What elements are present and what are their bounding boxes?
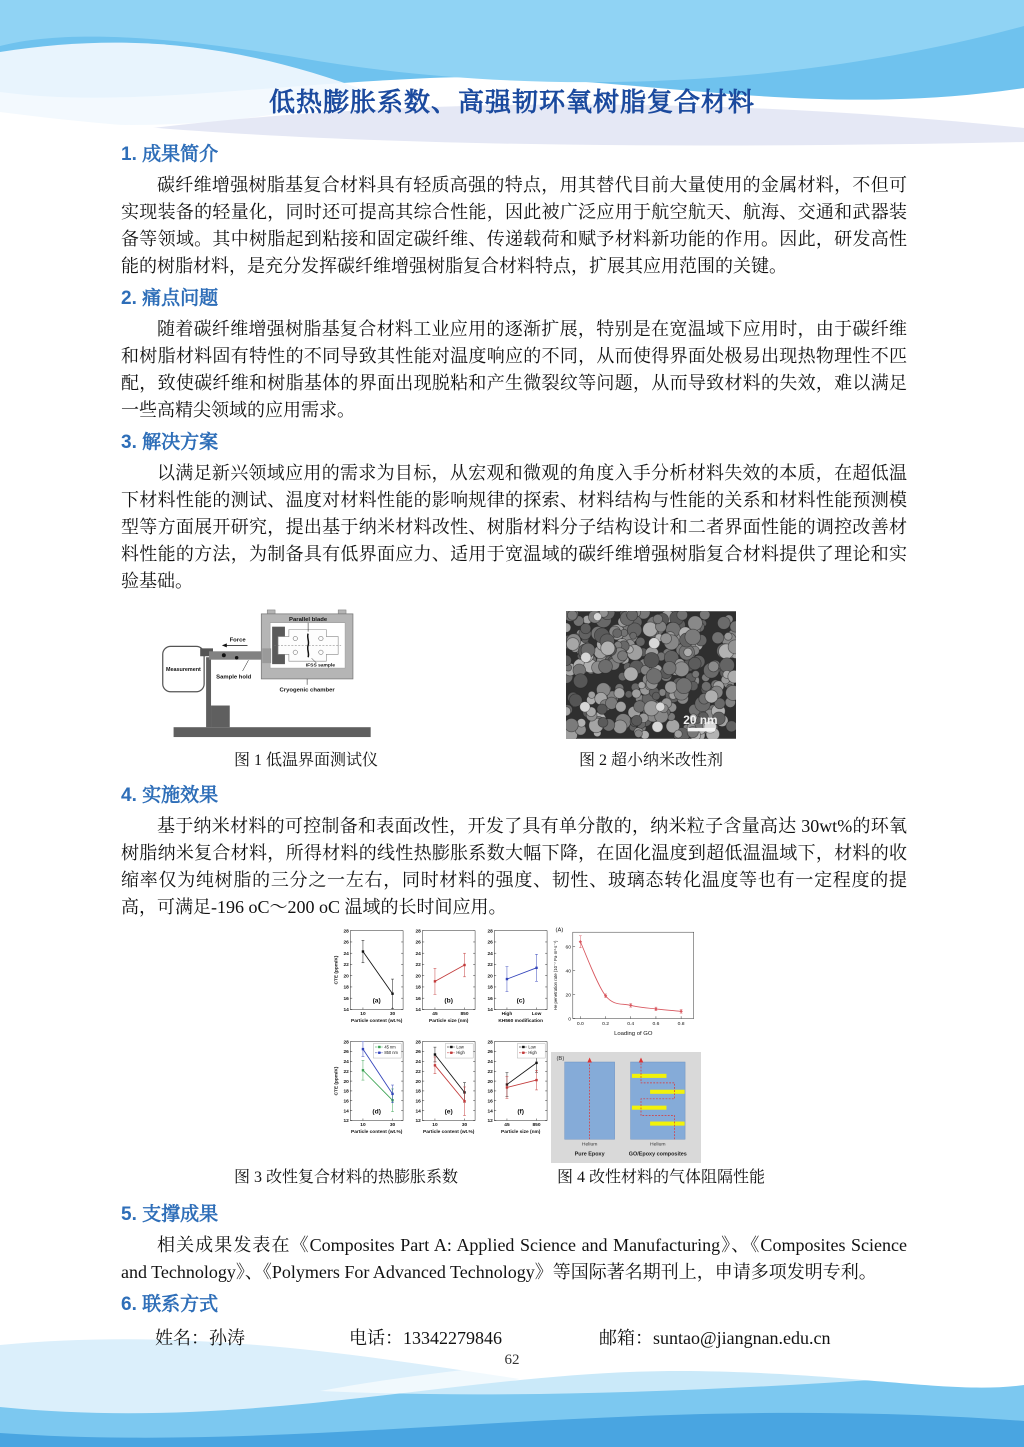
svg-text:(c): (c) <box>516 997 525 1005</box>
svg-text:20: 20 <box>487 1080 493 1086</box>
contact-name-label: 姓名： <box>155 1328 209 1348</box>
svg-text:24: 24 <box>487 951 493 957</box>
svg-text:24: 24 <box>343 951 349 957</box>
svg-text:Low: Low <box>528 1044 536 1050</box>
fig4b-go-epoxy-label: GO/Epoxy composites <box>628 1151 687 1158</box>
svg-text:60: 60 <box>565 944 572 951</box>
svg-text:14: 14 <box>343 1109 349 1115</box>
svg-text:22: 22 <box>343 1070 349 1076</box>
svg-text:Particle content (wt.%): Particle content (wt.%) <box>423 1130 475 1136</box>
svg-text:26: 26 <box>415 940 421 946</box>
svg-text:850 nm: 850 nm <box>384 1050 398 1056</box>
figure3-caption: 图 3 改性复合材料的热膨胀系数 <box>233 1169 458 1186</box>
figure-row-1 <box>121 599 907 777</box>
contact-row <box>121 1322 907 1354</box>
svg-text:30: 30 <box>389 1123 396 1129</box>
svg-text:850: 850 <box>532 1123 541 1129</box>
svg-text:26: 26 <box>487 940 493 946</box>
svg-text:45: 45 <box>432 1012 438 1018</box>
svg-text:He penetration rate (10⁻⁷ Pa·m: He penetration rate (10⁻⁷ Pa·m³·s⁻¹) <box>552 940 558 1011</box>
fig4b-go-epoxy-block <box>631 1062 686 1139</box>
chart-fig3b <box>405 924 477 1035</box>
section1-heading: 1. 成果简介 <box>121 144 219 165</box>
svg-text:(f): (f) <box>517 1109 525 1117</box>
svg-text:20: 20 <box>343 1080 349 1086</box>
chart-svg-fig3a <box>333 924 405 1035</box>
svg-text:28: 28 <box>415 929 421 935</box>
svg-text:26: 26 <box>343 940 349 946</box>
chart-svg-fig3d <box>333 1035 405 1146</box>
svg-text:22: 22 <box>415 1070 421 1076</box>
fig1-sample-hold-label: Sample hold <box>216 674 252 681</box>
svg-text:26: 26 <box>487 1050 493 1056</box>
svg-text:High: High <box>528 1050 537 1056</box>
svg-text:KH560 modification: KH560 modification <box>498 1018 544 1024</box>
svg-text:0: 0 <box>568 1016 572 1023</box>
svg-text:Particle content (wt.%): Particle content (wt.%) <box>351 1018 403 1024</box>
svg-text:16: 16 <box>487 1099 493 1105</box>
svg-text:16: 16 <box>415 1099 421 1105</box>
figure1-tester-diagram <box>145 599 485 747</box>
svg-text:16: 16 <box>415 996 421 1002</box>
section2-heading: 2. 痛点问题 <box>121 288 219 309</box>
svg-text:(e): (e) <box>444 1109 453 1117</box>
svg-text:Particle size (nm): Particle size (nm) <box>429 1018 469 1024</box>
svg-text:28: 28 <box>343 1040 349 1046</box>
section6-heading: 6. 联系方式 <box>121 1294 219 1315</box>
svg-text:28: 28 <box>487 929 493 935</box>
svg-text:(a): (a) <box>372 997 381 1005</box>
svg-text:20: 20 <box>415 974 421 980</box>
svg-text:22: 22 <box>487 1070 493 1076</box>
chart-fig3c <box>477 924 549 1035</box>
contact-email-label: 邮箱： <box>599 1328 653 1348</box>
figure4-panels <box>551 924 701 1163</box>
svg-text:Particle size (nm): Particle size (nm) <box>501 1130 541 1136</box>
svg-text:Low: Low <box>456 1044 464 1050</box>
svg-text:30: 30 <box>461 1123 468 1129</box>
svg-text:22: 22 <box>343 963 349 969</box>
svg-text:18: 18 <box>415 985 421 991</box>
svg-text:26: 26 <box>343 1050 349 1056</box>
svg-text:28: 28 <box>415 1040 421 1046</box>
fig4b-helium-right-label: Helium <box>650 1141 666 1148</box>
svg-text:12: 12 <box>415 1119 421 1125</box>
figure4-panel-b <box>551 1052 701 1163</box>
section5-heading: 5. 支撑成果 <box>121 1204 219 1225</box>
svg-text:14: 14 <box>487 1109 493 1115</box>
content-area <box>121 136 907 1354</box>
svg-text:26: 26 <box>415 1050 421 1056</box>
fig4b-helium-left-label: Helium <box>581 1141 598 1148</box>
fig4b-go-sheet <box>650 1089 685 1093</box>
chart-fig4a <box>551 924 701 1048</box>
svg-text:High: High <box>456 1050 465 1056</box>
svg-text:28: 28 <box>487 1040 493 1046</box>
contact-name <box>155 1324 245 1350</box>
section5-paragraph: 相关成果发表在《Composites Part A: Applied Science and Manufacturing》、《Composites Science and Technology》、《Polymers For Advanced Technology》等国际著名期刊上，申请多项发明专利。 <box>121 1235 907 1282</box>
svg-text:14: 14 <box>415 1008 421 1014</box>
svg-text:18: 18 <box>343 1089 349 1095</box>
svg-text:12: 12 <box>343 1119 349 1125</box>
section2-paragraph: 随着碳纤维增强树脂基复合材料工业应用的逐渐扩展，特别是在宽温域下应用时，由于碳纤维和树脂材料固有特性的不同导致其性能对温度响应的不同，从而使得界面处极易出现热物理性不匹配，致使碳纤维和树脂基体的界面出现脱粘和产生微裂纹等问题，从而导致材料的失效，难以满足一些高精尖领域的应用需求。 <box>121 319 907 420</box>
svg-text:18: 18 <box>487 1089 493 1095</box>
figure-row-2 <box>121 924 907 1196</box>
contact-name-value: 孙涛 <box>209 1328 245 1348</box>
svg-text:Particle content (wt.%): Particle content (wt.%) <box>351 1130 403 1136</box>
page-title: 低热膨胀系数、高强韧环氧树脂复合材料 <box>268 87 755 117</box>
svg-text:10: 10 <box>360 1012 366 1018</box>
svg-text:16: 16 <box>487 996 493 1002</box>
section4-paragraph: 基于纳米材料的可控制备和表面改性，开发了具有单分散的，纳米粒子含量高达 30wt%的环氧树脂纳米复合材料，所得材料的线性热膨胀系数大幅下降，在固化温度到超低温温域下，材料的收缩率仅为纯树脂的三分之一左右，同时材料的强度、韧性、玻璃态转化温度等也有一定程度的提高，可满足-196 oC～200 oC 温域的长时间应用。 <box>121 816 907 917</box>
svg-text:18: 18 <box>343 985 349 991</box>
chart-svg-fig3e <box>405 1035 477 1146</box>
fig1-measurement-label: Measurement <box>166 667 201 674</box>
chart-fig3e <box>405 1035 477 1146</box>
svg-text:0.6: 0.6 <box>652 1020 660 1027</box>
fig4b-panel-label: (B) <box>556 1055 565 1062</box>
contact-email <box>599 1324 831 1350</box>
sem-scale-label: 20 nm <box>683 712 718 727</box>
svg-text:0.2: 0.2 <box>602 1020 610 1027</box>
fig4b-pure-epoxy-label: Pure Epoxy <box>574 1151 605 1158</box>
fig1-cryogenic-chamber-label: Cryogenic chamber <box>279 687 335 694</box>
contact-phone-value: 13342279846 <box>403 1328 502 1348</box>
chart-svg-fig3b <box>405 924 477 1035</box>
svg-text:16: 16 <box>343 1099 349 1105</box>
fig1-parallel-blade-label: Parallel blade <box>289 616 328 623</box>
header-wave-decoration <box>0 0 1024 150</box>
figure1-caption: 图 1 低温界面测试仪 <box>233 752 378 769</box>
svg-text:10: 10 <box>360 1123 366 1129</box>
chart-svg-fig4a <box>551 924 701 1048</box>
fig4b-go-sheet <box>650 1121 685 1125</box>
figure2-sem-image <box>566 611 736 739</box>
contact-phone <box>349 1324 502 1350</box>
svg-text:24: 24 <box>415 1060 421 1066</box>
svg-text:0.0: 0.0 <box>576 1020 584 1027</box>
svg-text:Low: Low <box>531 1012 542 1018</box>
contact-email-value: suntao@jiangnan.edu.cn <box>653 1328 831 1348</box>
svg-text:40: 40 <box>565 968 572 975</box>
svg-text:High: High <box>501 1012 513 1018</box>
svg-text:16: 16 <box>343 996 349 1002</box>
svg-text:CTE (ppm/K): CTE (ppm/K) <box>334 955 340 985</box>
svg-text:24: 24 <box>415 951 421 957</box>
svg-text:22: 22 <box>487 963 493 969</box>
contact-phone-label: 电话： <box>349 1328 403 1348</box>
svg-text:(b): (b) <box>444 997 453 1005</box>
svg-text:20: 20 <box>415 1080 421 1086</box>
svg-text:18: 18 <box>487 985 493 991</box>
svg-text:10: 10 <box>432 1123 438 1129</box>
fig1-ifss-sample-label: IFSS sample <box>305 663 336 669</box>
svg-text:20: 20 <box>487 974 493 980</box>
svg-text:12: 12 <box>487 1119 493 1125</box>
svg-text:45 nm: 45 nm <box>384 1044 396 1050</box>
svg-text:Loading of GO: Loading of GO <box>614 1030 653 1037</box>
section3-heading: 3. 解决方案 <box>121 432 219 453</box>
chart-fig3d <box>333 1035 405 1146</box>
svg-text:20: 20 <box>343 974 349 980</box>
svg-text:30: 30 <box>389 1012 396 1018</box>
svg-text:22: 22 <box>415 963 421 969</box>
svg-text:850: 850 <box>460 1012 469 1018</box>
chart-svg-fig3f <box>477 1035 549 1146</box>
svg-text:24: 24 <box>487 1060 493 1066</box>
svg-text:14: 14 <box>487 1008 493 1014</box>
svg-text:45: 45 <box>504 1123 510 1129</box>
section4-heading: 4. 实施效果 <box>121 785 219 806</box>
svg-text:14: 14 <box>343 1008 349 1014</box>
figure3-cte-charts <box>333 924 549 1147</box>
svg-text:0.8: 0.8 <box>677 1020 685 1027</box>
figure2-caption: 图 2 超小纳米改性剂 <box>578 752 723 769</box>
svg-text:0.4: 0.4 <box>627 1020 635 1027</box>
page-number: 62 <box>504 1352 520 1368</box>
svg-text:24: 24 <box>343 1060 349 1066</box>
fig4b-go-sheet <box>632 1073 667 1077</box>
fig4b-go-sheet <box>632 1105 667 1109</box>
fig1-parallel-blade-shape <box>308 634 309 658</box>
sem-scale-bar <box>688 728 716 731</box>
section1-paragraph: 碳纤维增强树脂基复合材料具有轻质高强的特点，用其替代目前大量使用的金属材料，不但可实现装备的轻量化，同时还可提高其综合性能，因此被广泛应用于航空航天、航海、交通和武器装备等领域。其中树脂起到粘接和固定碳纤维、传递载荷和赋予材料新功能的作用。因此，研发高性能的树脂材料，是充分发挥碳纤维增强树脂复合材料特点，扩展其应用范围的关键。 <box>121 175 907 276</box>
fig1-force-label: Force <box>229 637 246 644</box>
chart-fig3f <box>477 1035 549 1146</box>
chart-svg-fig3c <box>477 924 549 1035</box>
figure4-caption: 图 4 改性材料的气体阻隔性能 <box>556 1169 765 1186</box>
svg-text:(A): (A) <box>555 927 564 934</box>
svg-text:18: 18 <box>415 1089 421 1095</box>
svg-text:14: 14 <box>415 1109 421 1115</box>
svg-text:28: 28 <box>343 929 349 935</box>
section3-paragraph: 以满足新兴领域应用的需求为目标，从宏观和微观的角度入手分析材料失效的本质，在超低温下材料性能的测试、温度对材料性能的影响规律的探索、材料结构与性能的关系和材料性能预测模型等方面展开研究，提出基于纳米材料改性、树脂材料分子结构设计和二者界面性能的调控改善材料性能的方法，为制备具有低界面应力、适用于宽温域的碳纤维增强树脂复合材料提供了理论和实验基础。 <box>121 463 907 591</box>
svg-text:CTE (ppm/K): CTE (ppm/K) <box>334 1066 340 1096</box>
fig1-ground-bar <box>174 727 371 737</box>
chart-fig3a <box>333 924 405 1035</box>
svg-text:20: 20 <box>565 992 572 999</box>
svg-text:(d): (d) <box>372 1109 381 1117</box>
